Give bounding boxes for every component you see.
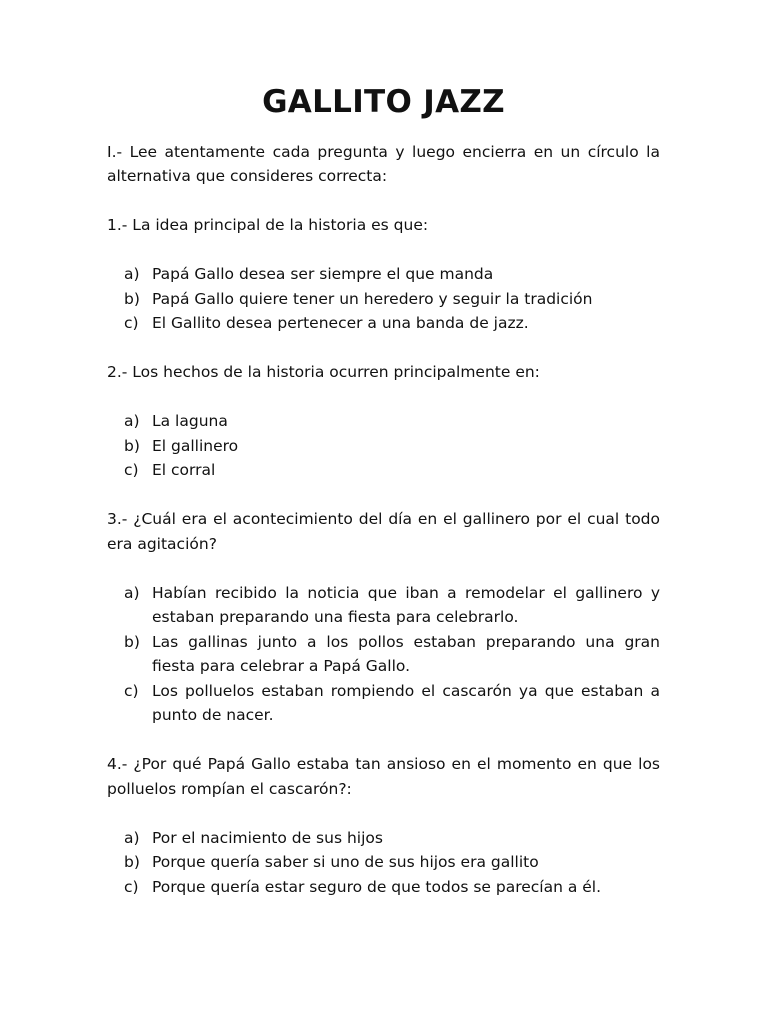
option-letter: c) [124,877,139,896]
option-text: Porque quería estar seguro de que todos se parecían a él. [152,877,602,896]
question-3-text: 3.- ¿Cuál era el acontecimiento del día en el gallinero por el cual todo era agitación? [107,510,660,553]
option-text: Papá Gallo desea ser siempre el que manda [152,265,494,283]
option-letter: c) [124,314,139,332]
question-2-option-c [107,458,660,483]
question-4-option-c [107,875,660,900]
question-1-text: 1.- La idea principal de la historia es que: [107,216,429,234]
question-3-options [107,581,660,728]
question-1-options [107,262,660,336]
option-letter: a) [124,265,140,283]
document-page [107,84,660,924]
option-letter: c) [124,461,139,479]
option-letter: b) [124,289,140,308]
question-2-option-a [107,409,660,434]
option-text: Las gallinas junto a los pollos estaban preparando una gran fiesta para celebrar a Papá Gallo. [152,632,660,675]
question-3-option-b [107,630,660,679]
instruction-text: I.- Lee atentamente cada pregunta y luego encierra en un círculo la alternativa que consideres correcta: [107,142,660,185]
option-text: El corral [152,461,216,479]
option-text: La laguna [152,412,228,430]
option-letter: c) [124,681,139,700]
option-text: El Gallito desea pertenecer a una banda de jazz. [152,314,529,332]
question-1-option-b [107,287,660,312]
option-text: Los polluelos estaban rompiendo el cascarón ya que estaban a punto de nacer. [152,681,660,724]
question-4-option-b [107,850,660,875]
option-text: El gallinero [152,436,239,455]
option-letter: a) [124,412,140,430]
question-4-option-a [107,826,660,851]
question-3-option-c [107,679,660,728]
question-4-text: 4.- ¿Por qué Papá Gallo estaba tan ansioso en el momento en que los polluelos rompían el cascarón?: [107,755,660,798]
option-text: Por el nacimiento de sus hijos [152,828,383,847]
question-1-option-a [107,262,660,287]
option-text: Habían recibido la noticia que iban a remodelar el gallinero y estaban preparando una fiesta para celebrarlo. [152,583,660,626]
option-letter: b) [124,632,140,651]
option-text: Papá Gallo quiere tener un heredero y seguir la tradición [152,289,593,308]
document-title: GALLITO JAZZ [262,84,505,120]
question-4-options [107,826,660,900]
option-letter: b) [124,853,140,871]
option-text: Porque quería saber si uno de sus hijos era gallito [152,853,539,871]
question-1-option-c [107,311,660,336]
question-2-text: 2.- Los hechos de la historia ocurren principalmente en: [107,363,540,381]
question-2-options [107,409,660,483]
question-3-option-a [107,581,660,630]
option-letter: a) [124,583,140,602]
question-2-option-b [107,434,660,459]
option-letter: b) [124,436,140,455]
option-letter: a) [124,828,140,847]
